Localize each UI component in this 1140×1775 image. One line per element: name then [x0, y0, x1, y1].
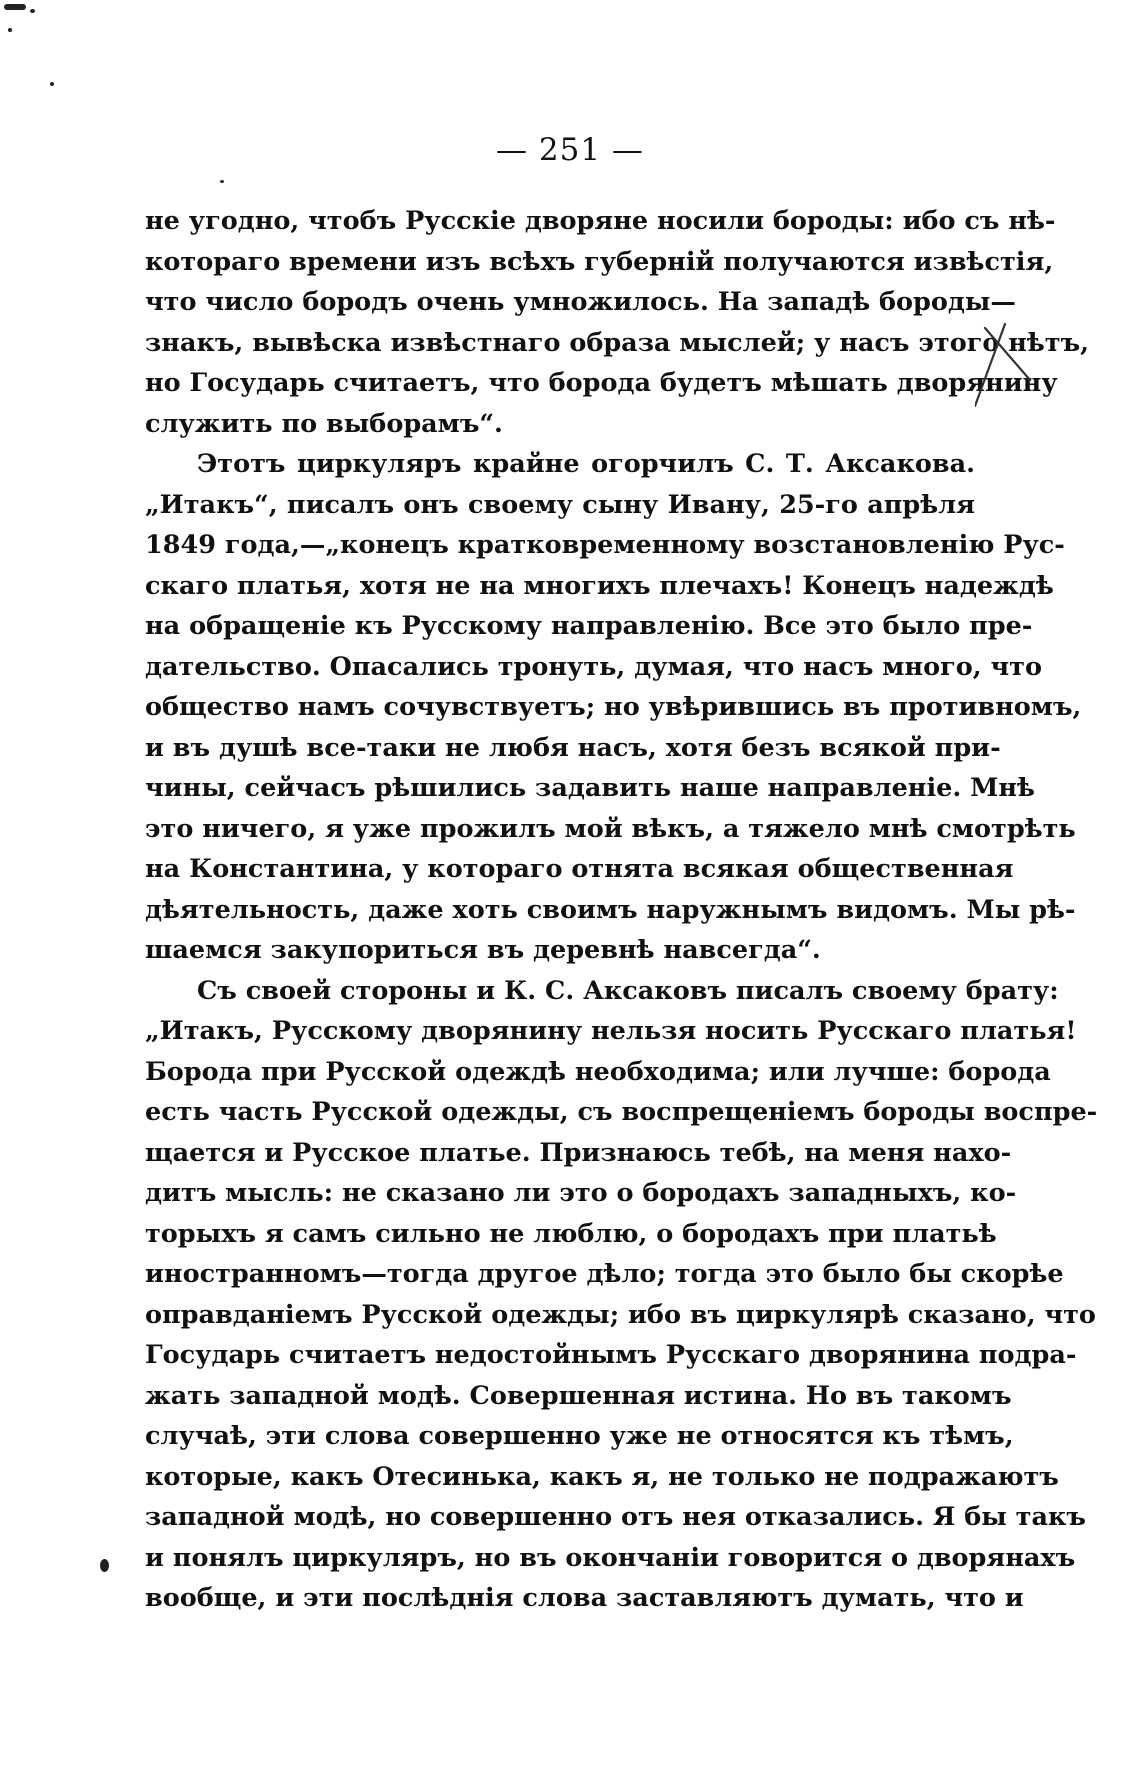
body-text	[145, 201, 1098, 1619]
text-line: западной модѣ, но совершенно отъ нея отказались. Я бы такъ	[145, 1502, 1086, 1532]
text-line: случаѣ, эти слова совершенно уже не относятся къ тѣмъ,	[145, 1421, 1014, 1451]
text-line: общество намъ сочувствуетъ; но увѣрившись въ противномъ,	[145, 692, 1082, 722]
text-line: знакъ, вывѣска извѣстнаго образа мыслей; у насъ этого нѣтъ,	[145, 327, 1090, 358]
text-line: скаго платья, хотя не на многихъ плечахъ! Конецъ надеждѣ	[145, 570, 1054, 601]
text-line: вообще, и эти послѣднія слова заставляютъ думать, что и	[145, 1583, 1024, 1613]
text-line: дательство. Опасались тронуть, думая, что насъ много, что	[145, 651, 1042, 682]
text-line: но Государь считаетъ, что борода будетъ мѣшать дворянину	[145, 368, 1058, 398]
text-line: дитъ мысль: не сказано ли это о бородахъ западныхъ, ко-	[145, 1178, 1017, 1208]
text-line: Этотъ циркуляръ крайне огорчилъ С. Т. Аксакова.	[197, 449, 975, 479]
text-line: дѣятельность, даже хоть своимъ наружнымъ видомъ. Мы рѣ-	[145, 894, 1076, 925]
text-line: котораго времени изъ всѣхъ губерній получаются извѣстія,	[145, 246, 1054, 277]
text-line: Съ своей стороны и К. С. Аксаковъ писалъ своему брату:	[197, 975, 1059, 1006]
text-line: не угодно, чтобъ Русскіе дворяне носили бороды: ибо съ нѣ-	[145, 206, 1056, 236]
text-line: щается и Русское платье. Признаюсь тебѣ, на меня нахо-	[145, 1137, 1012, 1168]
text-line: „Итакъ“, писалъ онъ своему сыну Ивану, 25-го апрѣля	[145, 489, 975, 520]
text-line: которые, какъ Отесинька, какъ я, не только не подражаютъ	[145, 1461, 1059, 1492]
text-line: это ничего, я уже прожилъ мой вѣкъ, а тяжело мнѣ смотрѣть	[145, 813, 1076, 844]
scan-speck	[4, 4, 26, 10]
text-line: шаемся закупориться въ деревнѣ навсегда“.	[145, 935, 821, 965]
text-line: и въ душѣ все-таки не любя насъ, хотя безъ всякой при-	[145, 732, 1001, 763]
text-line: на обращеніе къ Русскому направленію. Все это было пре-	[145, 611, 1033, 641]
text-line: иностранномъ—тогда другое дѣло; тогда это было бы скорѣе	[145, 1259, 1064, 1289]
scan-speck	[100, 1559, 109, 1572]
text-line: и понялъ циркуляръ, но въ окончаніи говорится о дворянахъ	[145, 1542, 1076, 1573]
text-line: Борода при Русской одеждѣ необходима; или лучше: борода	[145, 1056, 1051, 1087]
text-line: оправданіемъ Русской одежды; ибо въ циркулярѣ сказано, что	[145, 1299, 1096, 1330]
scan-speck	[30, 9, 35, 13]
text-line: на Константина, у котораго отнята всякая общественная	[145, 854, 1014, 884]
text-line: 1849 года,—„конецъ кратковременному возстановленію Рус-	[145, 530, 1065, 560]
pencil-margin-mark	[975, 318, 1065, 418]
text-line: есть часть Русской одежды, съ воспрещеніемъ бороды воспре-	[145, 1097, 1098, 1127]
text-line: что число бородъ очень умножилось. На западѣ бороды—	[145, 287, 1016, 317]
text-line: служить по выборамъ“.	[145, 408, 503, 439]
scan-speck	[8, 28, 12, 32]
text-line: „Итакъ, Русскому дворянину нельзя носить Русскаго платья!	[145, 1016, 1077, 1046]
scan-speck	[220, 180, 224, 183]
text-line: торыхъ я самъ сильно не люблю, о бородахъ при платьѣ	[145, 1218, 997, 1249]
text-line: жать западной модѣ. Совершенная истина. Но въ такомъ	[145, 1380, 1012, 1411]
page-number: — 251 —	[496, 132, 644, 168]
text-line: Государь считаетъ недостойнымъ Русскаго дворянина подра-	[145, 1340, 1077, 1370]
text-line: чины, сейчасъ рѣшились задавить наше направленіе. Мнѣ	[145, 773, 1035, 803]
scan-speck	[50, 82, 54, 86]
